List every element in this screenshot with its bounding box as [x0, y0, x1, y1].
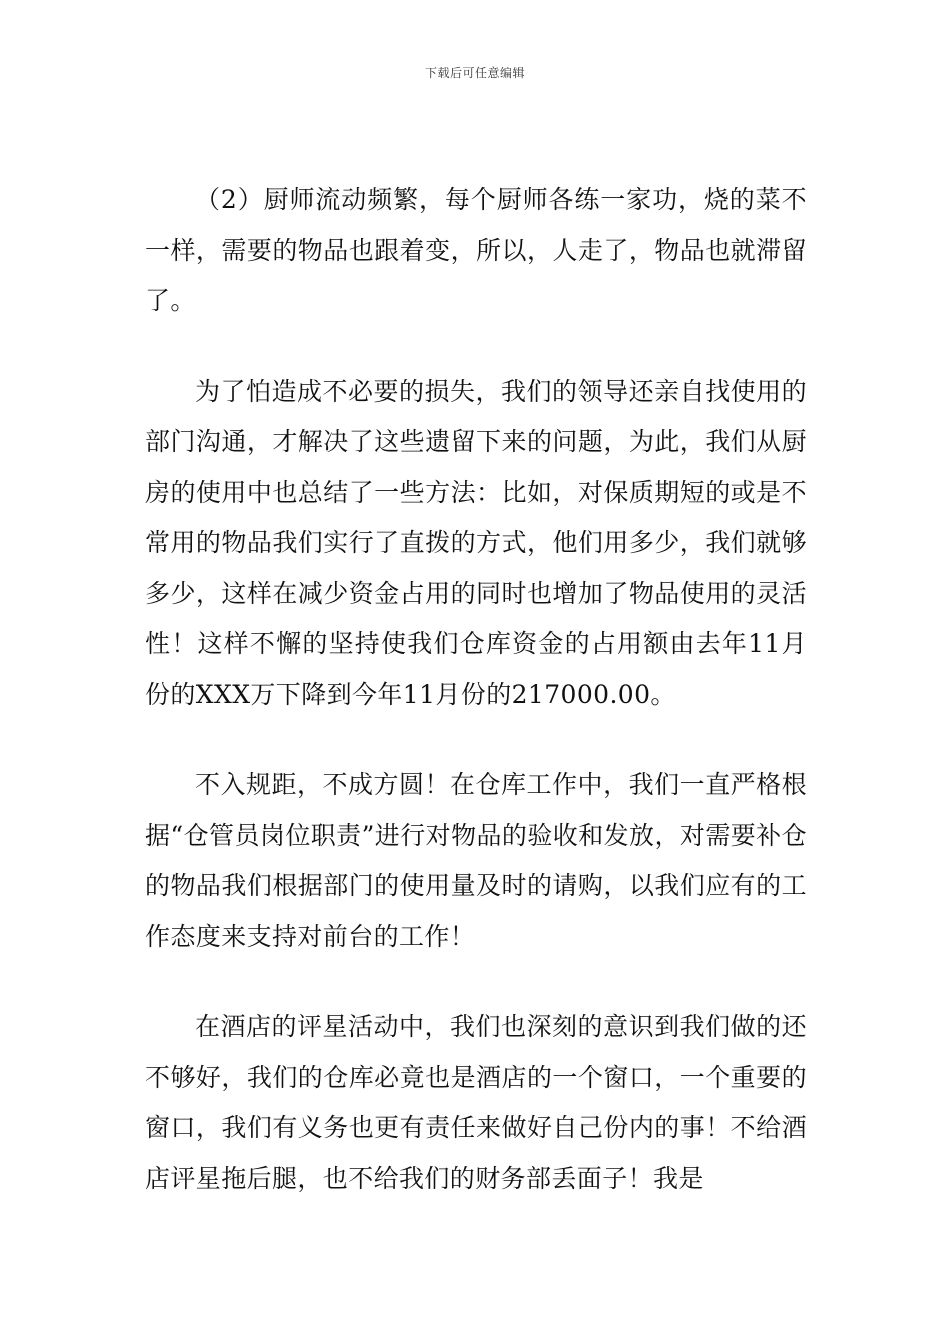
document-body: [145, 175, 807, 1244]
paragraph-star-rating: 在酒店的评星活动中，我们也深刻的意识到我们做的还不够好，我们的仓库必竟也是酒店的一个窗口，一个重要的窗口，我们有义务也更有责任来做好自己份内的事！不给酒店评星拖后腿，也不给我们的财务部丢面子！我是: [145, 1012, 807, 1193]
page-header-note: 下载后可任意编辑: [424, 66, 525, 80]
paragraph-rules: 不入规距，不成方圆！在仓库工作中，我们一直严格根据“仓管员岗位职责”进行对物品的验收和发放，对需要补仓的物品我们根据部门的使用量及时的请购，以我们应有的工作态度来支持对前台的工作！: [145, 770, 807, 951]
paragraph-chef-turnover: （2）厨师流动频繁，每个厨师各练一家功，烧的菜不一样，需要的物品也跟着变，所以，人走了，物品也就滞留了。: [145, 185, 807, 315]
paragraph-loss-prevention: 为了怕造成不必要的损失，我们的领导还亲自找使用的部门沟通，才解决了这些遗留下来的问题，为此，我们从厨房的使用中也总结了一些方法：比如，对保质期短的或是不常用的物品我们实行了直拨的方式，他们用多少，我们就够多少，这样在减少资金占用的同时也增加了物品使用的灵活性！这样不懈的坚持使我们仓库资金的占用额由去年11月份的XXX万下降到今年11月份的217000.00。: [145, 376, 807, 709]
